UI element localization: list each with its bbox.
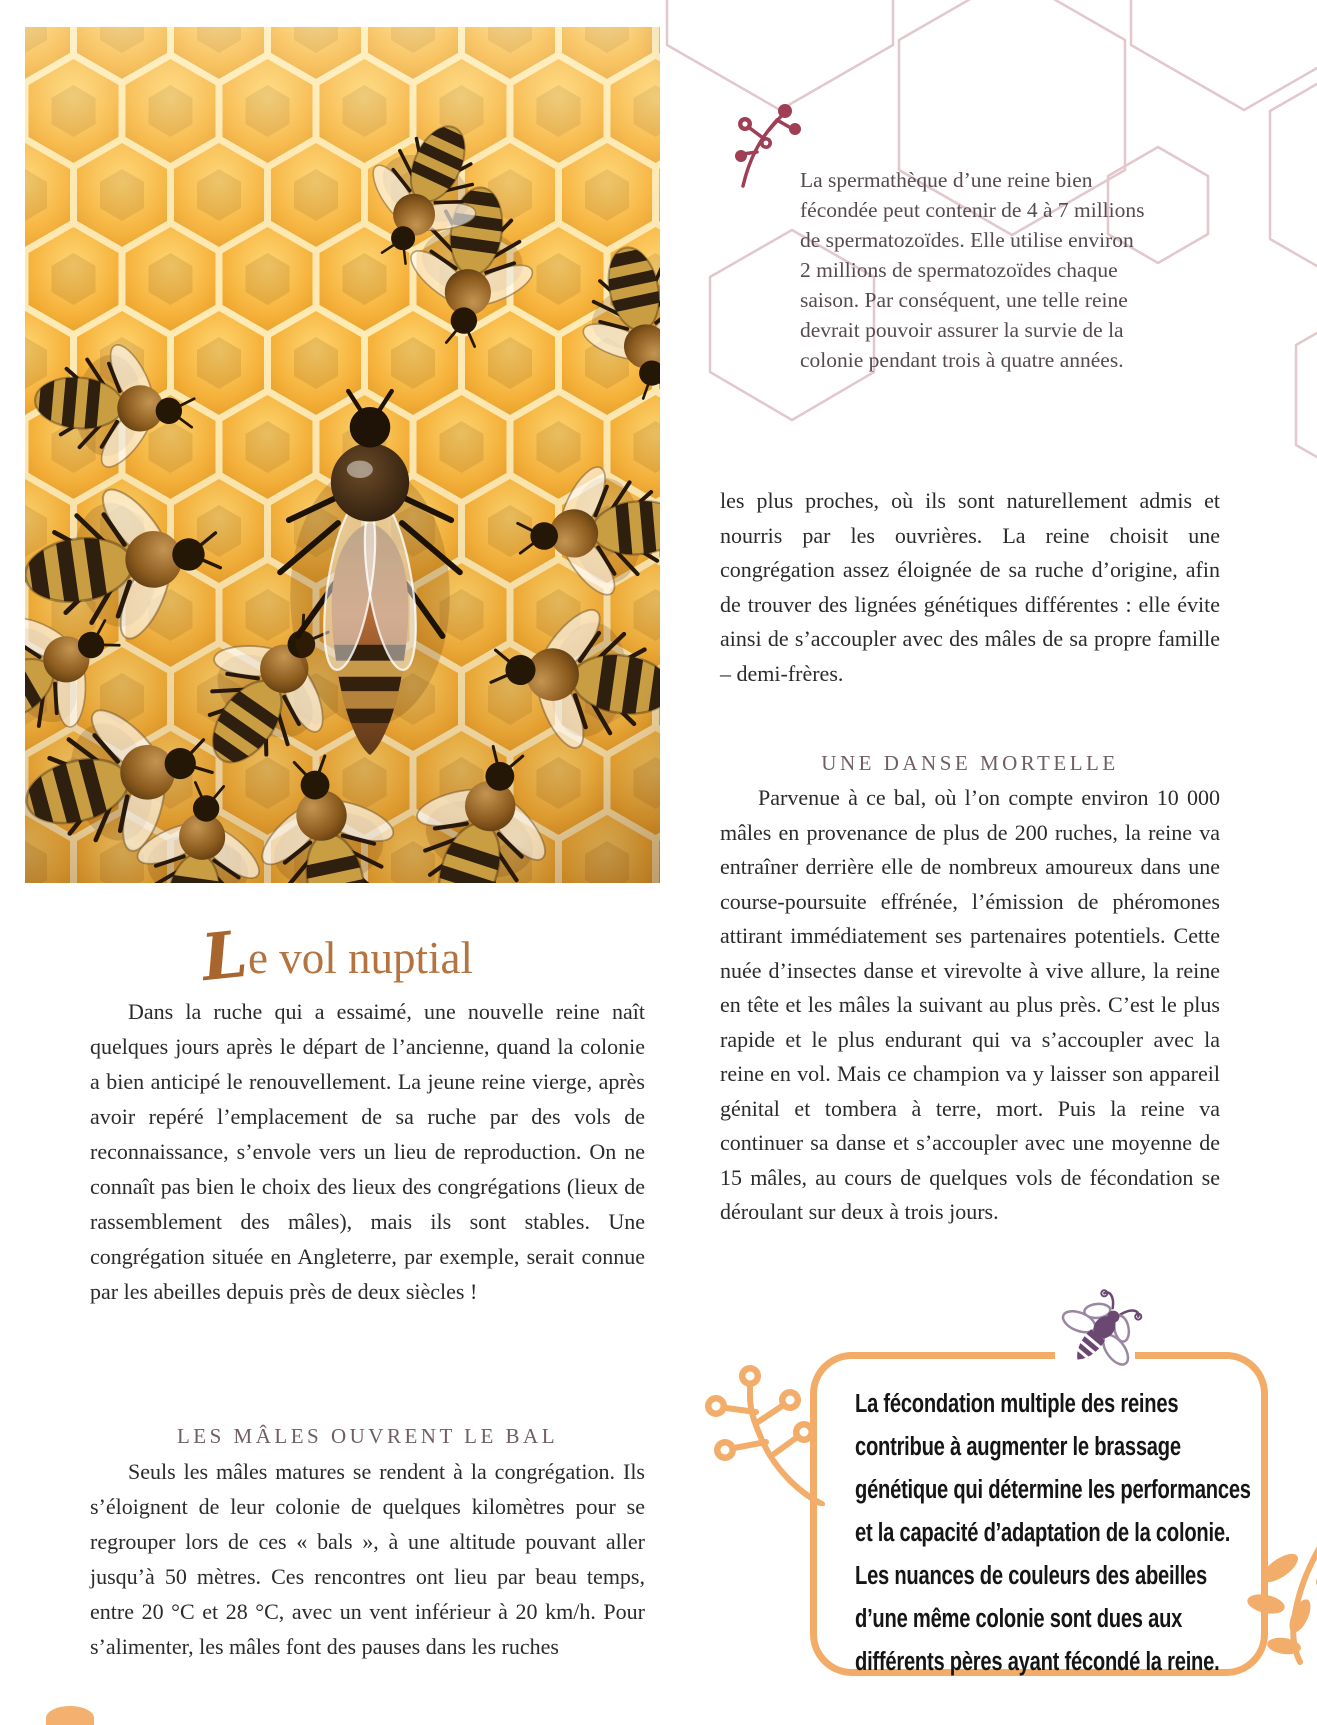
body-paragraph: Dans la ruche qui a essaimé, une nouvelle reine naît quelques jours après le départ de l’ancienne, quand la colonie a bien anticipé le renouvellement. La jeune reine vierge, après avoir repéré l’emplacement de sa ruche par des vols de reconnaissance, s’envole vers un lieu de reproduction. On ne connaît pas bien le choix des lieux des congrégations (lieux de rassemblement des mâles), mais ils sont stables. Une congrégation située en Angleterre, par exemple, serait connue par les abeilles depuis près de deux siècles ! bbox=[90, 999, 645, 1304]
callout-line: génétique qui détermine les performances bbox=[855, 1476, 1251, 1504]
callout-line: différents pères ayant fécondé la reine. bbox=[855, 1648, 1220, 1676]
sidebar-note-line: fécondée peut contenir de 4 à 7 millions bbox=[800, 198, 1145, 222]
sidebar-note-line: 2 millions de spermatozoïdes chaque bbox=[800, 258, 1118, 282]
berry-branch-icon bbox=[733, 96, 805, 188]
callout-line: et la capacité d’adaptation de la colonie. bbox=[855, 1519, 1231, 1547]
berry-branch-icon bbox=[698, 1356, 826, 1506]
callout-line: Les nuances de couleurs des abeilles bbox=[855, 1562, 1207, 1590]
article-title bbox=[198, 916, 473, 997]
body-paragraph: les plus proches, où ils sont naturellement admis et nourris par les ouvrières. La reine choisit une congrégation assez éloignée de sa ruche d’origine, afin de trouver des lignées génétiques différentes : elle évite ainsi de s’accoupler avec des mâles de sa propre famille – demi-frères. bbox=[720, 488, 1220, 686]
callout-text bbox=[855, 1383, 1254, 1684]
page-corner-decoration bbox=[46, 1706, 94, 1725]
sidebar-note-line: de spermatozoïdes. Elle utilise environ bbox=[800, 228, 1134, 252]
bee-icon bbox=[1040, 1285, 1152, 1383]
queen-bee-honeycomb-photo bbox=[25, 27, 660, 883]
body-paragraph: Parvenue à ce bal, où l’on compte environ 10 000 mâles en provenance de plus de 200 ruches, la reine va entraîner derrière elle de nombreux amoureux dans une course-poursuite effrénée, l’émission de phéromones attirant immédiatement ses partenaires potentiels. Cette nuée d’insectes danse et virevolte à vive allure, la reine en tête et les mâles la suivant au plus près. C’est le plus rapide et le plus endurant qui va s’accoupler avec la reine en vol. Mais ce champion va y laisser son appareil génital et tombera à terre, mort. Puis la reine va continuer sa danse et s’accoupler avec une moyenne de 15 mâles, au cours de quelques vols de fécondation se déroulant sur deux à trois jours. bbox=[720, 785, 1220, 1224]
callout-line: d’une même colonie sont dues aux bbox=[855, 1605, 1183, 1633]
callout-box bbox=[810, 1352, 1268, 1676]
article-title-text: e vol nuptial bbox=[248, 933, 473, 983]
section-heading-males: LES MÂLES OUVRENT LE BAL bbox=[176, 1424, 559, 1448]
sidebar-note-line: devrait pouvoir assurer la survie de la bbox=[800, 318, 1124, 342]
body-paragraph: Seuls les mâles matures se rendent à la congrégation. Ils s’éloignent de leur colonie de quelques kilomètres pour se regrouper lors de ces « bals », à une altitude pouvant aller jusqu’à 50 mètres. Ces rencontres ont lieu par beau temps, entre 20 °C et 28 °C, avec un vent inférieur à 20 km/h. Pour s’alimenter, les mâles font des pauses dans les ruches bbox=[90, 1459, 645, 1659]
sidebar-note-line: colonie pendant trois à quatre années. bbox=[800, 348, 1124, 372]
sidebar-note-line: La spermathèque d’une reine bien bbox=[800, 168, 1093, 192]
sidebar-note-line: saison. Par conséquent, une telle reine bbox=[800, 288, 1128, 312]
leaf-branch-icon bbox=[1240, 1520, 1317, 1665]
sidebar-note bbox=[800, 165, 1190, 375]
decorative-initial: L bbox=[198, 916, 251, 997]
callout-line: La fécondation multiple des reines bbox=[855, 1390, 1179, 1418]
section-heading-danse: UNE DANSE MORTELLE bbox=[821, 751, 1119, 775]
callout-line: contribue à augmenter le brassage bbox=[855, 1433, 1181, 1461]
